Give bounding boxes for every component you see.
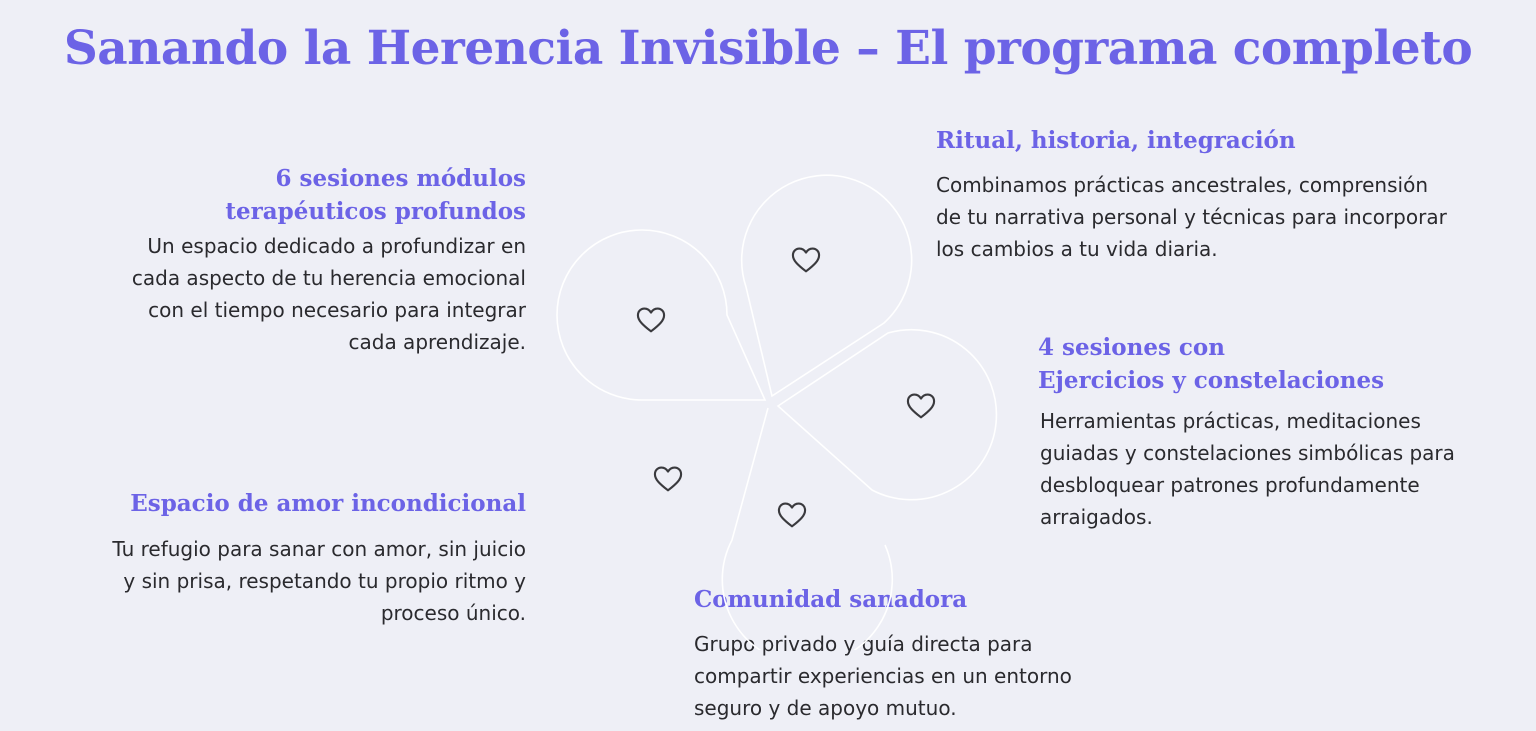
love-description-line: Tu refugio para sanar con amor, sin juicio xyxy=(112,537,526,561)
exercises-description xyxy=(1040,405,1455,533)
ritual-heading-line: Ritual, historia, integración xyxy=(936,127,1296,154)
love-description xyxy=(112,533,526,629)
heart-icon xyxy=(779,504,805,527)
love-description-line: proceso único. xyxy=(380,601,526,625)
community-description-line: seguro y de apoyo mutuo. xyxy=(694,696,957,720)
ritual-description-line: de tu narrativa personal y técnicas para incorporar xyxy=(936,205,1447,229)
heart-icon xyxy=(908,395,934,418)
petal-diagram xyxy=(540,160,1030,650)
exercises-description-line: arraigados. xyxy=(1040,505,1153,529)
petal-top xyxy=(742,175,912,396)
heart-icon xyxy=(793,249,819,272)
sessions-heading xyxy=(225,162,526,228)
heart-icon xyxy=(655,468,681,491)
sessions-description-line: con el tiempo necesario para integrar xyxy=(148,298,526,322)
sessions-description-line: cada aspecto de tu herencia emocional xyxy=(131,266,526,290)
exercises-heading xyxy=(1038,331,1384,397)
sessions-description xyxy=(132,230,526,358)
ritual-description-line: los cambios a tu vida diaria. xyxy=(936,237,1218,261)
exercises-description-line: desbloquear patrones profundamente xyxy=(1040,473,1420,497)
heart-icon xyxy=(638,309,664,332)
love-heading-line: Espacio de amor incondicional xyxy=(130,490,526,517)
sessions-heading-line: 6 sesiones módulos xyxy=(275,165,526,192)
sessions-description-line: Un espacio dedicado a profundizar en xyxy=(147,234,526,258)
exercises-heading-line: 4 sesiones con xyxy=(1038,334,1225,361)
page-title: Sanando la Herencia Invisible – El programa completo xyxy=(63,21,1473,76)
petal-bottom-outline xyxy=(722,408,892,650)
petal-right xyxy=(778,330,996,500)
community-description-line: compartir experiencias en un entorno xyxy=(694,664,1072,688)
exercises-description-line: guiadas y constelaciones simbólicas para xyxy=(1040,441,1455,465)
community-heading-line: Comunidad sanadora xyxy=(694,586,968,613)
ritual-description-line: Combinamos prácticas ancestrales, comprensión xyxy=(936,173,1428,197)
ritual-heading xyxy=(936,124,1296,157)
petal-left xyxy=(557,230,765,400)
sessions-heading-line: terapéuticos profundos xyxy=(225,198,526,225)
love-description-line: y sin prisa, respetando tu propio ritmo y xyxy=(123,569,526,593)
sessions-description-line: cada aprendizaje. xyxy=(348,330,526,354)
exercises-description-line: Herramientas prácticas, meditaciones xyxy=(1040,409,1421,433)
love-heading xyxy=(130,487,526,520)
community-description-line: Grupo privado y guía directa para xyxy=(694,632,1033,656)
exercises-heading-line: Ejercicios y constelaciones xyxy=(1038,367,1385,394)
